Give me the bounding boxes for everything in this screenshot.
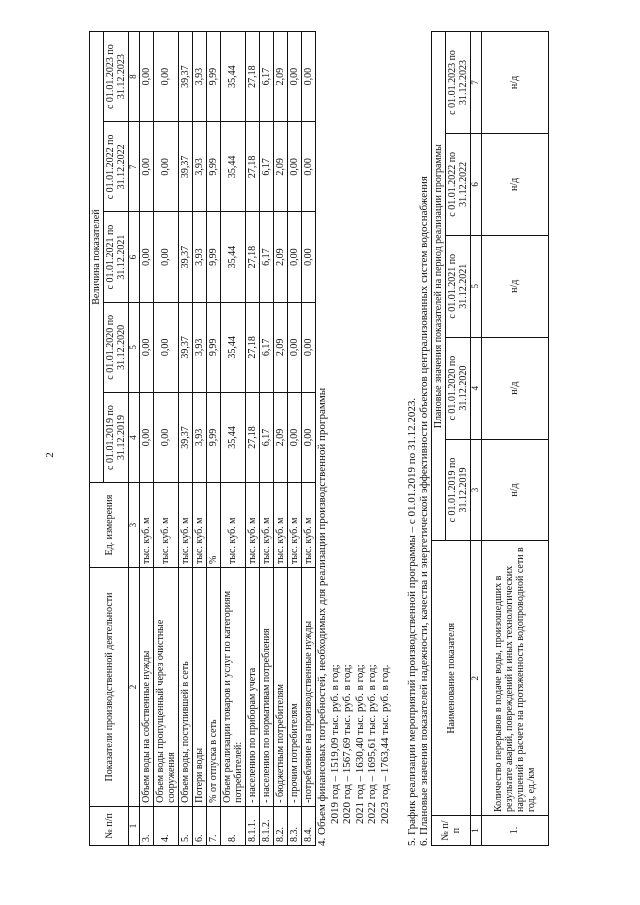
period-header: с 01.01.2022 по 31.12.2022 — [446, 133, 471, 235]
table-row — [301, 32, 315, 846]
value-cell: 0,00 — [287, 122, 301, 212]
value-cell: 39,37 — [178, 212, 192, 302]
production-indicators-table — [89, 31, 316, 846]
value-cell: 2,09 — [273, 212, 287, 302]
unit-cell: % — [206, 483, 220, 568]
column-index-row — [129, 32, 140, 846]
value-cell: 3,93 — [192, 122, 206, 212]
financing-line: 2023 год – 1763,44 тыс. руб. в год. — [379, 664, 392, 824]
value-cell: 2,09 — [273, 302, 287, 392]
value-cell: 0,00 — [301, 32, 315, 122]
value-cell: 0,00 — [153, 122, 178, 212]
table-row — [220, 32, 245, 846]
value-cell: 0,00 — [153, 392, 178, 482]
period-header: с 01.01.2023 по 31.12.2023 — [446, 32, 471, 134]
value-cell: 6,17 — [259, 392, 273, 482]
planned-values-group-header: Плановые значения показателей на период реализации программы — [432, 32, 446, 541]
value-cell: 9,99 — [206, 392, 220, 482]
value-cell: 0,00 — [153, 32, 178, 122]
value-cell: 27,18 — [245, 212, 259, 302]
index-cell: 4 — [129, 392, 140, 482]
value-cell: 0,00 — [301, 122, 315, 212]
index-cell: 3 — [129, 483, 140, 568]
row-number: 1. — [481, 816, 548, 846]
unit-cell: тыс. куб. м — [178, 483, 192, 568]
value-cell: н/д — [481, 235, 548, 337]
unit-cell: тыс. куб. м — [139, 483, 153, 568]
unit-cell: тыс. куб. м — [273, 483, 287, 568]
value-cell: 6,17 — [259, 122, 273, 212]
table-row — [192, 32, 206, 846]
page-number: 2 — [44, 452, 56, 458]
index-cell: 8 — [129, 32, 140, 122]
unit-cell: тыс. куб. м — [301, 483, 315, 568]
col-name-header: Наименование показателя — [432, 541, 471, 816]
value-cell: н/д — [481, 439, 548, 541]
value-cell: 9,99 — [206, 32, 220, 122]
value-cell: н/д — [481, 337, 548, 439]
row-number: 8.1.2. — [259, 806, 273, 845]
value-cell: 0,00 — [153, 302, 178, 392]
table-row — [481, 32, 548, 846]
unit-cell: тыс. куб. м — [259, 483, 273, 568]
value-cell: 0,00 — [287, 392, 301, 482]
table-row — [273, 32, 287, 846]
index-cell: 4 — [471, 337, 482, 439]
indicator-name: Объем воды на собственные нужды — [139, 568, 153, 807]
value-cell: 39,37 — [178, 32, 192, 122]
index-cell: 5 — [129, 302, 140, 392]
col-unit-header: Ед. измерения — [90, 483, 129, 568]
value-cell: 9,99 — [206, 212, 220, 302]
period-header: с 01.01.2020 по 31.12.2020 — [446, 337, 471, 439]
col-num-header: № п/п — [90, 806, 129, 845]
value-cell: 0,00 — [139, 302, 153, 392]
table-row — [206, 32, 220, 846]
table-row — [259, 32, 273, 846]
value-cell: 39,37 — [178, 392, 192, 482]
value-cell: 6,17 — [259, 302, 273, 392]
indicator-name: Количество перерывов в подаче воды, произошедших в результате аварий, повреждений и иных технологических нарушений в расчете на протяженность водопроводной сети в год, ед./км — [481, 541, 548, 816]
section-6: 6. Плановые значения показателей надежности, качества и энергетической эффективности объектов централизованных систем водоснабжения — [418, 176, 431, 846]
indicator-name: - населению по нормативам потребления — [259, 568, 273, 807]
row-number: 3. — [139, 806, 153, 845]
values-group-header: Величина показателей — [90, 32, 104, 483]
table-row — [153, 32, 178, 846]
value-cell: 35,44 — [220, 122, 245, 212]
section-4 — [316, 31, 392, 846]
value-cell: 6,17 — [259, 212, 273, 302]
value-cell: н/д — [481, 133, 548, 235]
financing-line: 2019 год – 1519,09 тыс. руб. в год; — [328, 664, 341, 824]
index-cell: 6 — [129, 212, 140, 302]
table-row — [178, 32, 192, 846]
value-cell: 9,99 — [206, 302, 220, 392]
row-number: 8. — [220, 806, 245, 845]
col-indicator-header: Показатели производственной деятельности — [90, 568, 129, 807]
period-header: с 01.01.2019 по 31.12.2019 — [446, 439, 471, 541]
index-cell: 2 — [129, 568, 140, 807]
index-cell: 1 — [129, 806, 140, 845]
indicator-name: - бюджетным потребителям — [273, 568, 287, 807]
col-num-header: № п/п — [432, 816, 471, 846]
period-header: с 01.01.2021 по 31.12.2021 — [446, 235, 471, 337]
index-cell: 7 — [129, 122, 140, 212]
value-cell: 3,93 — [192, 302, 206, 392]
value-cell: 27,18 — [245, 392, 259, 482]
indicator-name: % от отпуска в сеть — [206, 568, 220, 807]
value-cell: 0,00 — [301, 212, 315, 302]
unit-cell: тыс. куб. м — [287, 483, 301, 568]
value-cell: н/д — [481, 32, 548, 134]
row-number: 8.1.1. — [245, 806, 259, 845]
value-cell: 0,00 — [153, 212, 178, 302]
value-cell: 3,93 — [192, 392, 206, 482]
value-cell: 6,17 — [259, 32, 273, 122]
indicator-name: Объем воды, поступившей в сеть — [178, 568, 192, 807]
row-number: 8.3. — [287, 806, 301, 845]
indicator-name: Потери воды — [192, 568, 206, 807]
index-cell: 7 — [471, 32, 482, 134]
value-cell: 39,37 — [178, 122, 192, 212]
index-cell: 6 — [471, 133, 482, 235]
reliability-indicators-table — [431, 31, 549, 846]
index-cell: 1 — [471, 816, 482, 846]
value-cell: 0,00 — [139, 212, 153, 302]
column-index-row — [471, 32, 482, 846]
index-cell: 5 — [471, 235, 482, 337]
period-header: с 01.01.2022 по 31.12.2022 — [104, 122, 129, 212]
value-cell: 0,00 — [287, 302, 301, 392]
row-number: 4. — [153, 806, 178, 845]
value-cell: 3,93 — [192, 212, 206, 302]
indicator-name: - прочим потребителям — [287, 568, 301, 807]
unit-cell: тыс. куб. м — [192, 483, 206, 568]
table-row — [139, 32, 153, 846]
row-number: 8.4. — [301, 806, 315, 845]
value-cell: 2,09 — [273, 392, 287, 482]
value-cell: 27,18 — [245, 122, 259, 212]
value-cell: 2,09 — [273, 122, 287, 212]
index-cell: 3 — [471, 439, 482, 541]
value-cell: 2,09 — [273, 32, 287, 122]
period-header: с 01.01.2021 по 31.12.2021 — [104, 212, 129, 302]
value-cell: 0,00 — [287, 212, 301, 302]
section-4-heading: 4. Объем финансовых потребностей, необходимых для реализации производственной программы — [315, 387, 328, 846]
financing-line: 2020 год – 1567,69 тыс. руб. в год; — [341, 664, 354, 824]
value-cell: 3,93 — [192, 32, 206, 122]
section-5: 5. График реализации мероприятий производственной программы – с 01.01.2019 по 31.12.2023. — [405, 397, 418, 846]
period-header: с 01.01.2023 по 31.12.2023 — [104, 32, 129, 122]
row-number: 6. — [192, 806, 206, 845]
table-row — [287, 32, 301, 846]
value-cell: 0,00 — [301, 302, 315, 392]
period-header: с 01.01.2019 по 31.12.2019 — [104, 392, 129, 482]
value-cell: 35,44 — [220, 302, 245, 392]
row-number: 5. — [178, 806, 192, 845]
row-number: 8.2. — [273, 806, 287, 845]
table-row — [245, 32, 259, 846]
indicator-name: Объем реализации товаров и услуг по категориям потребителей: — [220, 568, 245, 807]
value-cell: 0,00 — [139, 392, 153, 482]
unit-cell: тыс. куб. м — [220, 483, 245, 568]
indicator-name: Объем воды пропущенный через очистные сооружения — [153, 568, 178, 807]
value-cell: 9,99 — [206, 122, 220, 212]
value-cell: 0,00 — [139, 32, 153, 122]
financing-line: 2022 год – 1695,61 тыс. руб. в год; — [366, 664, 379, 824]
financing-line: 2021 год – 1630,40 тыс. руб. в год; — [353, 664, 366, 824]
indicator-name: -потребление на производственные нужды — [301, 568, 315, 807]
unit-cell: тыс. куб. м — [245, 483, 259, 568]
row-number: 7. — [206, 806, 220, 845]
period-header: с 01.01.2020 по 31.12.2020 — [104, 302, 129, 392]
indicator-name: - населению по приборам учета — [245, 568, 259, 807]
value-cell: 35,44 — [220, 212, 245, 302]
unit-cell: тыс. куб. м — [153, 483, 178, 568]
value-cell: 0,00 — [301, 392, 315, 482]
value-cell: 0,00 — [139, 122, 153, 212]
value-cell: 39,37 — [178, 302, 192, 392]
value-cell: 0,00 — [287, 32, 301, 122]
index-cell: 2 — [471, 541, 482, 816]
value-cell: 35,44 — [220, 392, 245, 482]
value-cell: 35,44 — [220, 32, 245, 122]
value-cell: 27,18 — [245, 302, 259, 392]
rotated-document-page — [89, 31, 609, 846]
value-cell: 27,18 — [245, 32, 259, 122]
